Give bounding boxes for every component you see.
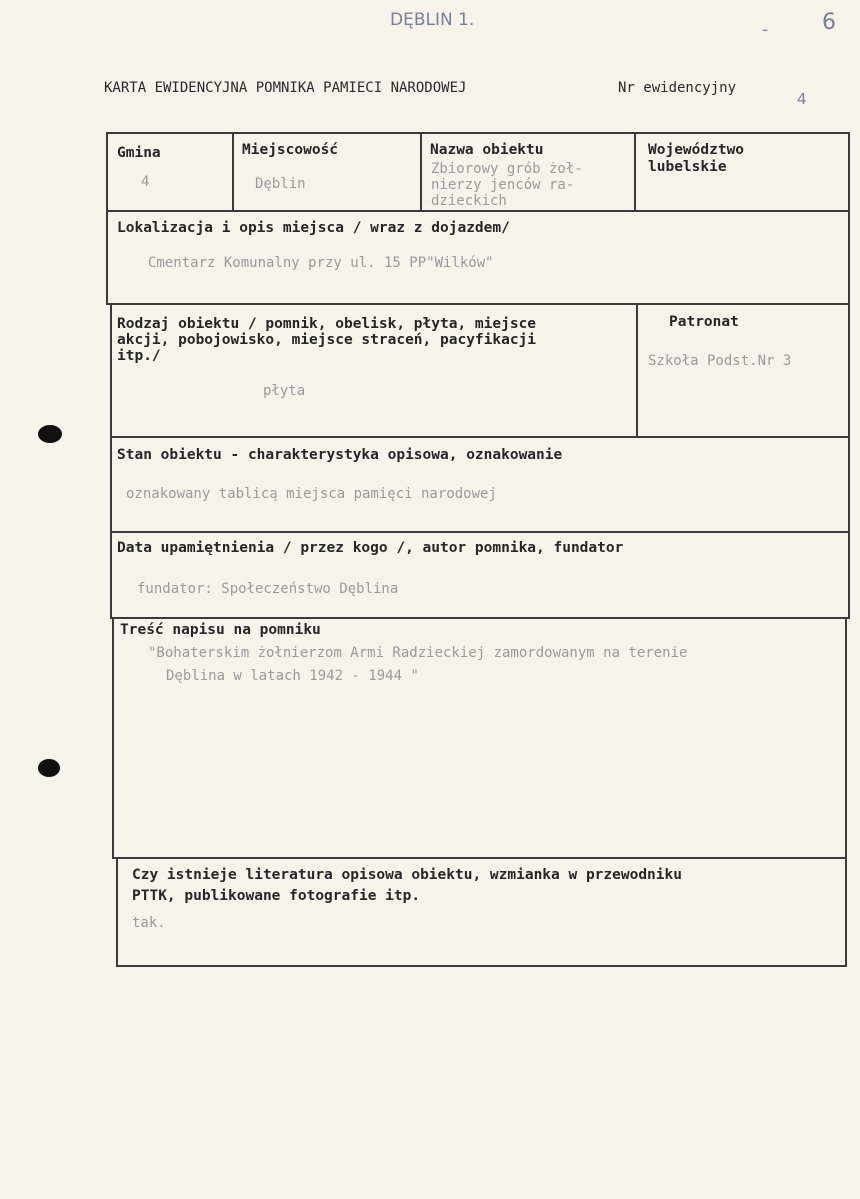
miejscowosc-value: Dęblin — [255, 176, 306, 192]
patronat-label: Patronat — [669, 314, 739, 330]
handwritten-top-note: DĘBLIN 1. — [390, 10, 475, 30]
nr-ewidencyjny-label: Nr ewidencyjny — [618, 80, 737, 96]
rodzaj-label-line-2: akcji, pobojowisko, miejsce straceń, pacyfikacji — [117, 332, 537, 348]
rodzaj-label-line-3: itp./ — [117, 348, 161, 364]
nazwa-obiektu-label: Nazwa obiektu — [430, 142, 544, 158]
stan-value: oznakowany tablicą miejsca pamięci narodowej — [126, 486, 497, 502]
wojewodztwo-label: Województwo — [648, 142, 745, 158]
data-upamietnienia-label: Data upamiętnienia / przez kogo /, autor pomnika, fundator — [117, 540, 624, 556]
lokalizacja-label: Lokalizacja i opis miejsca / wraz z dojazdem/ — [117, 220, 510, 236]
stan-label: Stan obiektu - charakterystyka opisowa, oznakowanie — [117, 447, 563, 463]
document-title: KARTA EWIDENCYJNA POMNIKA PAMIECI NARODOWEJ — [104, 80, 467, 96]
tresc-label: Treść napisu na pomniku — [120, 622, 321, 638]
punch-hole-bottom — [38, 759, 60, 777]
punch-hole-top — [38, 425, 62, 443]
nazwa-obiektu-value-line-3: dzieckich — [431, 193, 507, 209]
nazwa-obiektu-value-line-1: Zbiorowy grób żoł- — [431, 161, 583, 177]
rodzaj-label-line-1: Rodzaj obiektu / pomnik, obelisk, płyta, miejsce — [117, 316, 537, 332]
literatura-label-line-1: Czy istnieje literatura opisowa obiektu, wzmianka w przewodniku — [132, 867, 682, 883]
patronat-value: Szkoła Podst.Nr 3 — [648, 353, 792, 369]
lokalizacja-value: Cmentarz Komunalny przy ul. 15 PP"Wilków" — [148, 255, 494, 271]
gmina-label: Gmina — [117, 145, 161, 161]
nazwa-obiektu-value-line-2: nierzy jenców ra- — [431, 177, 575, 193]
wojewodztwo-value: lubelskie — [648, 159, 727, 175]
handwritten-nr-value: 4 — [797, 90, 807, 108]
literatura-value: tak. — [132, 915, 166, 931]
gmina-value: 4 — [141, 174, 150, 190]
handwritten-page-number: 6 — [822, 10, 836, 35]
handwritten-dash: - — [762, 20, 769, 40]
rodzaj-value: płyta — [263, 383, 306, 399]
literatura-label-line-2: PTTK, publikowane fotografie itp. — [132, 888, 421, 904]
miejscowosc-label: Miejscowość — [242, 142, 339, 158]
tresc-value-line-1: "Bohaterskim żołnierzom Armi Radzieckiej zamordowanym na terenie — [148, 645, 688, 661]
data-upamietnienia-value: fundator: Społeczeństwo Dęblina — [137, 581, 399, 597]
tresc-value-line-2: Dęblina w latach 1942 - 1944 " — [166, 668, 419, 684]
